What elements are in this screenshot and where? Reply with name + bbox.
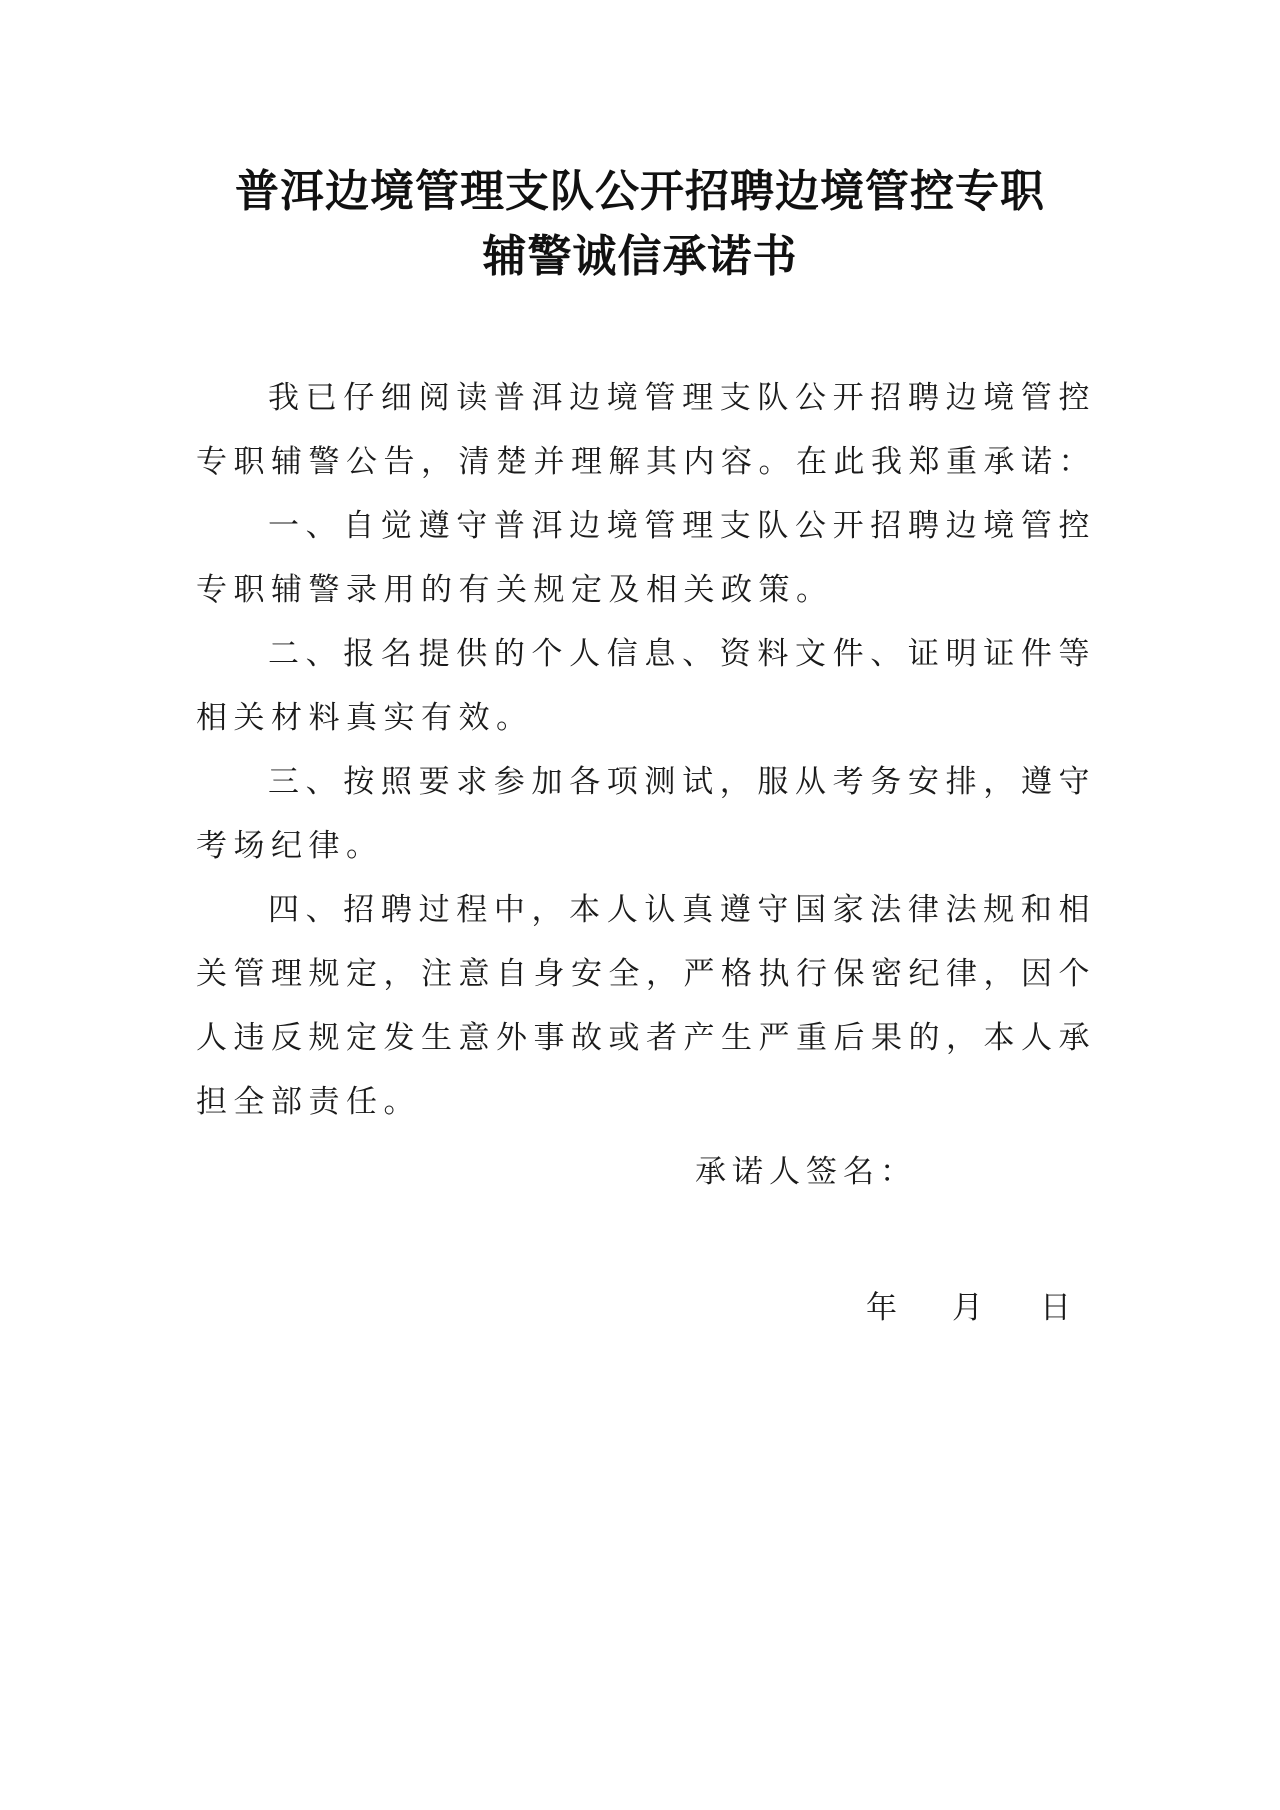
paragraph-intro: 我已仔细阅读普洱边境管理支队公开招聘边境管控专职辅警公告，清楚并理解其内容。在此我郑重承诺： <box>196 380 1096 480</box>
date-year-label: 年 <box>866 1290 897 1326</box>
signature-label: 承诺人签名： <box>695 1154 917 1190</box>
document-title-line-1: 普洱边境管理支队公开招聘边境管控专职 <box>235 166 1045 217</box>
document-title-line-2: 辅警诚信承诺书 <box>482 231 798 282</box>
date-month-label: 月 <box>952 1290 983 1326</box>
paragraph-item-2: 二、报名提供的个人信息、资料文件、证明证件等相关材料真实有效。 <box>196 636 1096 736</box>
date-day-label: 日 <box>1040 1290 1071 1326</box>
paragraph-item-3: 三、按照要求参加各项测试，服从考务安排，遵守考场纪律。 <box>196 764 1096 864</box>
paragraph-item-4: 四、招聘过程中，本人认真遵守国家法律法规和相关管理规定，注意自身安全，严格执行保密纪律，因个人违反规定发生意外事故或者产生严重后果的，本人承担全部责任。 <box>196 892 1096 1120</box>
paragraph-item-1: 一、自觉遵守普洱边境管理支队公开招聘边境管控专职辅警录用的有关规定及相关政策。 <box>196 508 1096 608</box>
document-body <box>196 366 1096 1134</box>
